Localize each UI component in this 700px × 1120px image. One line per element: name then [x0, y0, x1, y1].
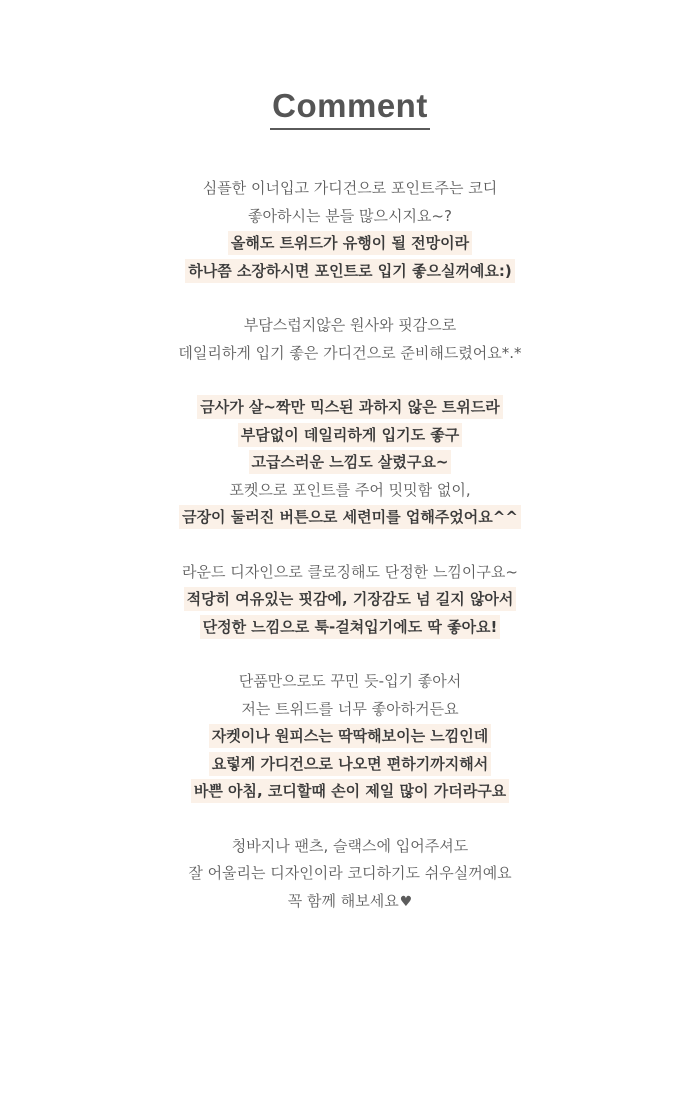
line-highlight — [175, 341, 524, 365]
comment-paragraph — [0, 668, 700, 806]
text-line — [0, 340, 700, 368]
paragraph-gap — [0, 641, 700, 668]
text-line — [0, 203, 700, 231]
paragraph-gap — [0, 367, 700, 394]
line-highlight — [249, 450, 452, 474]
line-text: 바쁜 아침, 코디할때 손이 제일 많이 가더라구요 — [193, 782, 507, 800]
line-text: 올해도 트위드가 유행이 될 전망이라 — [230, 234, 470, 252]
title-wrap — [0, 86, 700, 130]
paragraph-gap — [0, 806, 700, 833]
heart-icon: ♥ — [399, 893, 413, 910]
line-highlight — [228, 231, 472, 255]
comment-paragraph — [0, 312, 700, 367]
line-highlight — [200, 615, 501, 639]
text-line — [0, 860, 700, 888]
line-text: 저는 트위드를 너무 좋아하거든요 — [241, 699, 459, 718]
line-highlight — [191, 779, 509, 803]
text-line — [0, 559, 700, 587]
paragraph-gap — [0, 285, 700, 312]
comment-body — [0, 175, 700, 915]
line-highlight — [229, 834, 471, 858]
line-text: 금사가 살~짝만 믹스된 과하지 않은 트위드라 — [200, 398, 500, 416]
highlighted-line — [0, 614, 700, 642]
line-text: 단정한 느낌으로 툭-걸쳐입기에도 딱 좋아요! — [202, 617, 498, 636]
comment-paragraph — [0, 175, 700, 285]
line-text: 단품만으로도 꾸민 듯-입기 좋아서 — [238, 672, 462, 690]
line-highlight — [245, 204, 455, 228]
text-line — [0, 833, 700, 861]
line-text: 잘 어울리는 디자인이라 코디하기도 쉬우실꺼예요 — [188, 864, 512, 882]
comment-paragraph — [0, 394, 700, 532]
line-text: 부담스럽지않은 원사와 핏감으로 — [243, 316, 457, 334]
line-highlight — [179, 505, 521, 529]
text-line — [0, 312, 700, 340]
line-highlight — [200, 176, 500, 200]
highlighted-line — [0, 751, 700, 779]
line-highlight — [238, 423, 463, 447]
paragraph-gap — [0, 532, 700, 559]
highlighted-line — [0, 723, 700, 751]
line-highlight — [179, 560, 521, 584]
line-highlight — [226, 478, 473, 502]
highlighted-line — [0, 394, 700, 422]
line-text: 청바지나 팬츠, 슬랙스에 입어주셔도 — [231, 836, 469, 855]
comment-paragraph — [0, 833, 700, 916]
highlighted-line — [0, 778, 700, 806]
highlighted-line — [0, 230, 700, 258]
line-text: 부담없이 데일리하게 입기도 좋구 — [240, 425, 460, 444]
line-text: 요렇게 가디건으로 나오면 편하기까지해서 — [211, 754, 489, 773]
line-text: 라운드 디자인으로 클로징해도 단정한 느낌이구요~ — [182, 562, 518, 581]
line-highlight — [209, 724, 492, 748]
line-text: 심플한 이너입고 가디건으로 포인트주는 코디 — [202, 179, 498, 197]
line-text: 적당히 여유있는 핏감에, 기장감도 넘 길지 않아서 — [186, 590, 514, 608]
text-line — [0, 888, 700, 916]
line-highlight — [238, 697, 461, 721]
highlighted-line — [0, 504, 700, 532]
line-text: 자켓이나 원피스는 딱딱해보이는 느낌인데 — [211, 727, 489, 745]
text-line — [0, 175, 700, 203]
line-highlight — [236, 669, 465, 693]
line-highlight — [285, 889, 416, 914]
line-highlight — [241, 313, 459, 337]
line-highlight — [185, 259, 515, 283]
page-title: Comment — [270, 86, 430, 130]
comment-paragraph — [0, 559, 700, 642]
highlighted-line — [0, 449, 700, 477]
line-text: 데일리하게 입기 좋은 가디건으로 준비해드렸어요*.* — [178, 343, 522, 362]
text-line — [0, 696, 700, 724]
line-highlight — [184, 587, 517, 611]
line-text: 금장이 둘러진 버튼으로 세련미를 업해주었어요^^ — [182, 508, 518, 526]
line-text: 하나쯤 소장하시면 포인트로 입기 좋으실꺼예요:) — [188, 261, 512, 280]
highlighted-line — [0, 586, 700, 614]
line-highlight — [185, 861, 514, 885]
text-line — [0, 668, 700, 696]
highlighted-line — [0, 258, 700, 286]
text-line — [0, 477, 700, 505]
line-text: 포켓으로 포인트를 주어 밋밋함 없이, — [229, 480, 471, 499]
highlighted-line — [0, 422, 700, 450]
line-text: 고급스러운 느낌도 살렸구요~ — [251, 453, 449, 471]
line-highlight — [197, 395, 503, 419]
line-text: 좋아하시는 분들 많으시지요~? — [248, 206, 452, 225]
line-highlight — [209, 752, 492, 776]
line-text: 꼭 함께 해보세요 — [287, 891, 399, 910]
